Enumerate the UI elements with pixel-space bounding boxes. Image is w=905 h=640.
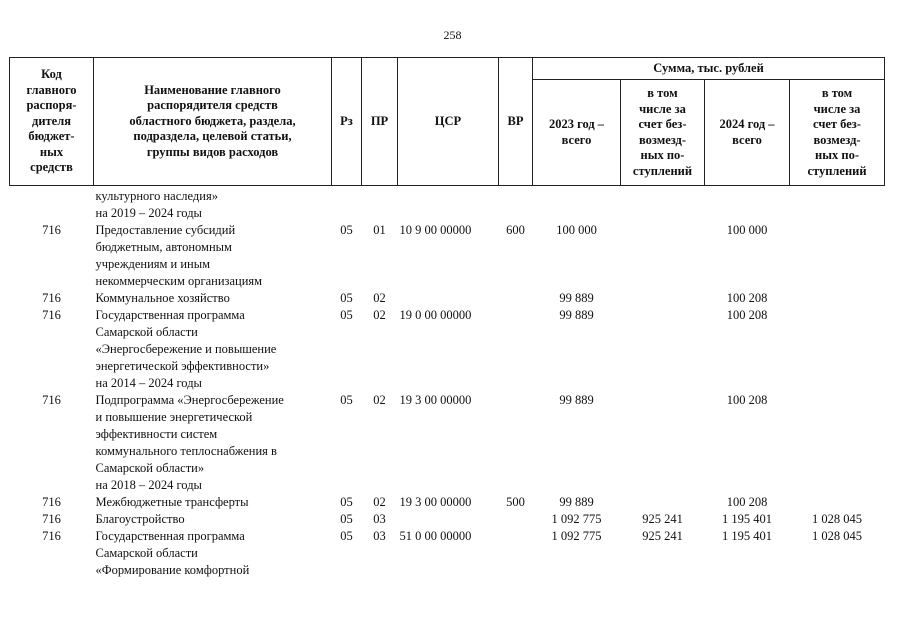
cell-pr [362, 186, 398, 223]
cell-2023-free [621, 222, 705, 290]
cell-2024-total: 1 195 401 [722, 529, 772, 543]
table-header [10, 58, 885, 186]
cell-2023-total: 99 889 [559, 393, 594, 407]
header-2024-total: 2024 год – всего [705, 80, 790, 186]
cell-2024-free [790, 392, 885, 494]
header-csr: ЦСР [398, 58, 499, 186]
cell-2024-free [790, 222, 885, 290]
header-code: Код главного распоря- дителя бюджет- ных средств [10, 58, 94, 186]
cell-2024-total: 100 208 [726, 308, 768, 322]
cell-pr: 03 [373, 512, 386, 526]
cell-code: 716 [42, 495, 61, 509]
cell-2023-free: 925 241 [642, 529, 683, 543]
cell-2024-total: 100 208 [726, 495, 768, 509]
cell-2024-free: 1 028 045 [812, 529, 863, 543]
table-row [10, 528, 885, 579]
cell-2023-total [533, 186, 621, 223]
cell-name: Государственная программа Самарской области «Формирование комфортной [95, 529, 250, 577]
cell-2024-free [790, 307, 885, 392]
cell-2023-free [621, 392, 705, 494]
cell-2023-free [621, 307, 705, 392]
cell-csr: 19 3 00 00000 [399, 393, 472, 407]
cell-csr: 19 0 00 00000 [399, 308, 472, 322]
cell-2023-total: 99 889 [559, 291, 594, 305]
cell-2024-total [705, 186, 790, 223]
cell-csr: 19 3 00 00000 [399, 495, 472, 509]
cell-2023-total: 1 092 775 [551, 512, 602, 526]
cell-rz: 05 [340, 529, 353, 543]
cell-name: Коммунальное хозяйство [95, 291, 230, 305]
cell-rz: 05 [340, 512, 353, 526]
cell-vr: 600 [506, 223, 525, 237]
cell-code: 716 [42, 393, 61, 407]
cell-rz [332, 186, 362, 223]
cell-vr [499, 511, 533, 528]
table-row [10, 222, 885, 290]
cell-2023-free [621, 494, 705, 511]
cell-code: 716 [42, 291, 61, 305]
header-2023-total: 2023 год – всего [533, 80, 621, 186]
table-body [10, 186, 885, 580]
cell-vr [499, 186, 533, 223]
cell-name: Предоставление субсидий бюджетным, автономным учреждениям и иным некоммерческим организациям [95, 223, 263, 288]
cell-rz: 05 [340, 291, 353, 305]
cell-vr [499, 528, 533, 579]
cell-2023-total: 1 092 775 [551, 529, 602, 543]
cell-vr [499, 307, 533, 392]
cell-vr: 500 [506, 495, 525, 509]
cell-rz: 05 [340, 308, 353, 322]
cell-2024-total: 1 195 401 [722, 512, 772, 526]
table-row [10, 511, 885, 528]
cell-name: Благоустройство [95, 512, 185, 526]
cell-name: Подпрограмма «Энергосбережение и повышение энергетической эффективности систем коммунального теплоснабжения в Самарской области» на 2018 – 2024 годы [95, 393, 284, 492]
header-2023-free: в том числе за счет без- возмезд- ных по- ступлений [621, 80, 705, 186]
cell-2024-free [790, 290, 885, 307]
cell-code: 716 [42, 512, 61, 526]
cell-rz: 05 [340, 393, 353, 407]
header-2024-free: в том числе за счет без- возмезд- ных по- ступлений [790, 80, 885, 186]
cell-csr [398, 511, 499, 528]
cell-csr [398, 290, 499, 307]
cell-2024-total: 100 208 [726, 393, 768, 407]
header-sum: Сумма, тыс. рублей [533, 58, 885, 80]
cell-pr: 02 [373, 495, 386, 509]
cell-name: Государственная программа Самарской области «Энергосбережение и повышение энергетической эффективности» на 2014 – 2024 годы [95, 308, 277, 390]
header-rz: Рз [332, 58, 362, 186]
cell-pr: 02 [373, 291, 386, 305]
budget-table [9, 57, 885, 579]
cell-2023-total: 100 000 [556, 223, 597, 237]
header-vr: ВР [499, 58, 533, 186]
cell-csr [398, 186, 499, 223]
table-row [10, 307, 885, 392]
cell-csr: 51 0 00 00000 [399, 529, 472, 543]
header-name: Наименование главного распорядителя средств областного бюджета, раздела, подраздела, целевой статьи, группы видов расходов [94, 58, 332, 186]
cell-2023-free: 925 241 [642, 512, 683, 526]
cell-2024-total: 100 000 [726, 223, 768, 237]
cell-pr: 02 [373, 393, 386, 407]
cell-pr: 02 [373, 308, 386, 322]
cell-2023-free [621, 290, 705, 307]
cell-code: 716 [42, 223, 61, 237]
page-number: 258 [443, 28, 462, 42]
cell-name: Межбюджетные трансферты [95, 495, 249, 509]
cell-pr: 03 [373, 529, 386, 543]
cell-2023-total: 99 889 [559, 308, 594, 322]
table-row [10, 290, 885, 307]
cell-2024-free: 1 028 045 [812, 512, 863, 526]
cell-2023-total: 99 889 [559, 495, 594, 509]
cell-rz: 05 [340, 223, 353, 237]
cell-code: 716 [42, 529, 61, 543]
table-row [10, 392, 885, 494]
cell-vr [499, 290, 533, 307]
cell-2024-free [790, 186, 885, 223]
cell-pr: 01 [373, 223, 386, 237]
cell-2023-free [621, 186, 705, 223]
cell-2024-total: 100 208 [726, 291, 768, 305]
cell-code [10, 186, 94, 223]
cell-rz: 05 [340, 495, 353, 509]
cell-code: 716 [42, 308, 61, 322]
cell-csr: 10 9 00 00000 [399, 223, 472, 237]
table-row [10, 186, 885, 223]
cell-vr [499, 392, 533, 494]
cell-name: культурного наследия» на 2019 – 2024 годы [95, 189, 218, 220]
cell-2024-free [790, 494, 885, 511]
header-pr: ПР [362, 58, 398, 186]
table-row [10, 494, 885, 511]
